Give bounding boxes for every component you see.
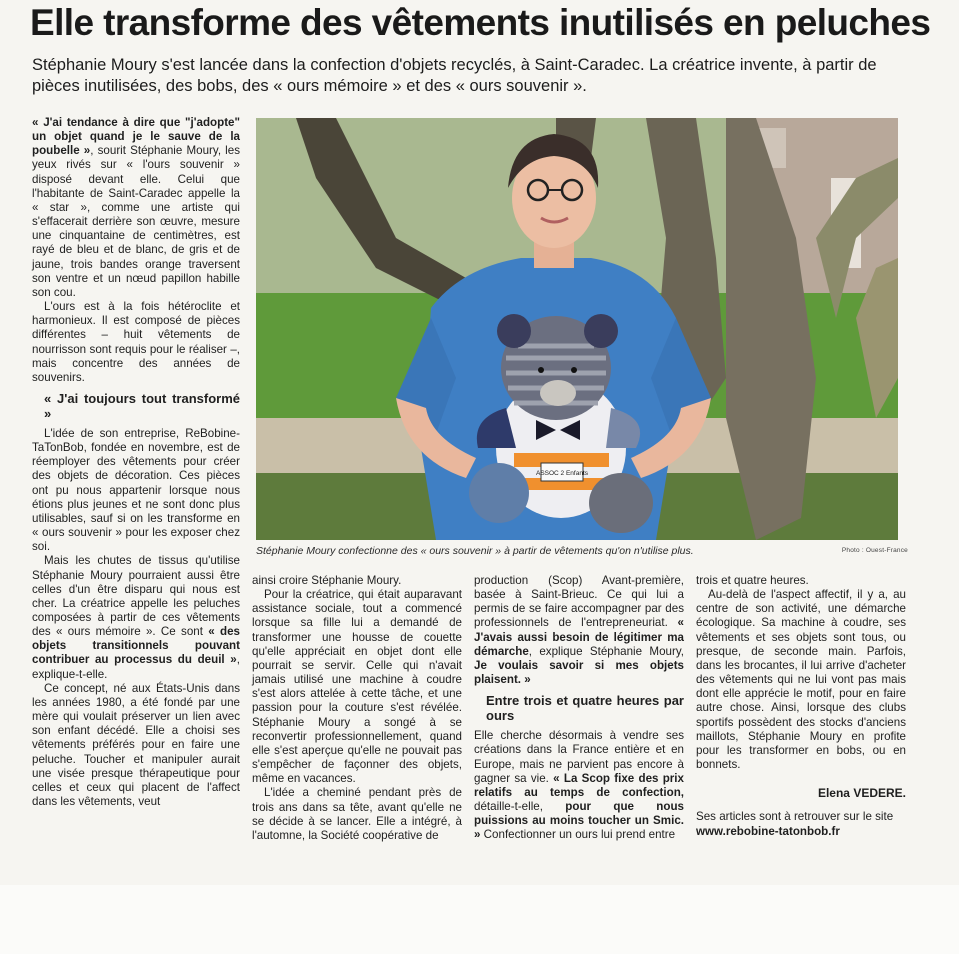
paragraph-text: , explique-t-elle. (32, 653, 240, 681)
quote-bold: « des objets transitionnels pouvant contribuer au processus du deuil » (32, 625, 240, 667)
photo-caption: Stéphanie Moury confectionne des « ours souvenir » à partir de vêtements qu'on n'utilise plus. (256, 545, 694, 557)
paragraph (32, 116, 240, 300)
article-column-2 (252, 574, 462, 843)
subheading: « J'ai toujours tout transformé » (44, 390, 240, 421)
page-margin (0, 885, 959, 954)
quote-bold: « La Scop fixe des prix relatifs au temps de confection, (474, 771, 684, 799)
paragraph-text: production (Scop) Avant-première, basée à Saint-Brieuc. Ce qui lui a permis de se faire accompagner par des professionnels de l'entrepreneuriat. (474, 574, 684, 630)
paragraph (474, 729, 684, 842)
article-column-3 (474, 574, 684, 843)
website-link[interactable]: www.rebobine-tatonbob.fr (696, 824, 840, 838)
article-column-1 (32, 116, 240, 809)
article-standfirst: Stéphanie Moury s'est lancée dans la confection d'objets recyclés, à Saint-Caradec. La créatrice invente, à partir de pièces inutilisées, des bobs, des « ours mémoire » et des « ours souvenir ». (32, 56, 877, 95)
paragraph (32, 554, 240, 681)
paragraph: L'ours est à la fois hétéroclite et harmonieux. Il est composé de pièces différentes – huit vêtements de nourrisson sont requis pour le réaliser –, mais concentre des années de souvenirs. (32, 300, 240, 384)
photo-credit: Photo : Ouest-France (841, 547, 908, 554)
paragraph: Pour la créatrice, qui était auparavant assistance sociale, tout a commencé lorsque sa fille lui a demandé de transformer une housse de couette qu'elle appréciait en objet dont elle pourrait se servir. Celle qui n'avait jamais utilisé une machine à coudre s'est alors attelée à cette tâche, et une passion pour la couture s'est révélée. Stéphanie Moury a songé à se reconvertir professionnellement, quand elle s'est aperçue qu'elle ne pouvait pas s'empêcher de façonner des objets, même en vacances. (252, 588, 462, 786)
author-signature: Elena VEDERE. (817, 786, 906, 801)
article-headline: Elle transforme des vêtements inutilisés en peluches (30, 2, 931, 43)
quote-bold: « J'avais aussi besoin de légitimer ma démarche (474, 616, 684, 658)
paragraph: trois et quatre heures. (696, 574, 809, 587)
paragraph: L'idée a cheminé pendant près de trois ans dans sa tête, avant qu'elle ne se décide à se lancer. Elle a intégré, à l'automne, la Société coopérative de (252, 786, 462, 842)
article-photo (256, 118, 898, 540)
photo-illustration (256, 118, 898, 540)
paragraph-text: Confectionner un ours lui prend entre (480, 828, 676, 842)
footer-note: Ses articles sont à retrouver sur le site (696, 810, 894, 824)
paragraph-text: détaille-t-elle, (474, 800, 566, 814)
paragraph-text: Elle cherche désormais à vendre ses créations dans la France entière et en Europe, mais ne parvient pas encore à gagner sa vie. (474, 729, 684, 785)
quote-bold: pour que nous puissions au moins toucher un Smic. » (474, 800, 684, 842)
paragraph: ainsi croire Stéphanie Moury. (252, 574, 402, 587)
paragraph-text: , sourit Stéphanie Moury, les yeux rivés sur « l'ours souvenir » disposé devant elle. Celui que l'habitante de Saint-Caradec appelle la « star », comme une artiste qui s'effacerait derrière son œuvre, mesure une cinquantaine de centimètres, est rayé de bleu et de blanc, de gris et de jaune, trois bandes orange traversent son ventre et un nœud papillon habille son cou. (32, 144, 240, 299)
quote-bold: Je voulais savoir si mes objets plaisent. » (474, 658, 684, 687)
paragraph: Au-delà de l'aspect affectif, il y a, au centre de son activité, une démarche écologique. Sa machine à coudre, ses vêtements et ses objets sont tous, ou presque, de seconde main. Parfois, dans les brocantes, il lui arrive d'acheter des vêtements qui ne lui vont pas mais dont elle apprécie le motif, pour en faire autre chose. Ainsi, lorsque des clubs sportifs possèdent des stocks d'anciens maillots, Stéphanie Moury en profite pour les transformer en bobs, ou en bonnets. (696, 588, 906, 772)
paragraph (474, 574, 684, 687)
paragraph-text: Mais les chutes de tissus qu'utilise Stéphanie Moury pourraient aussi être celles d'un être disparu qui nous est cher. La créatrice appelle les peluches composées à partir de ces vêtements des « ours mémoire ». Ce sont (32, 554, 240, 639)
quote-bold: « J'ai tendance à dire que "j'adopte" un objet quand je le sauve de la poubelle » (32, 116, 240, 158)
paragraph: Ce concept, né aux États-Unis dans les années 1980, a été fondé par une mère qui voulait préserver un lien avec son enfant décédé. Elle a choisi ses vêtements préférés pour en faire une peluche. Toucher et manipuler aurait une visée presque thérapeutique pour celles et ceux qui placent de l'affect dans les vêtements, veut (32, 681, 240, 809)
subheading: Entre trois et quatre heures par ours (486, 693, 684, 724)
article-column-4 (696, 574, 906, 839)
paragraph: L'idée de son entreprise, ReBobine-TaTonBob, fondée en novembre, est de réemployer des vêtements pour créer des objets de décoration. Ces pièces ont pu nous appartenir lorsque nous étions plus jeunes et ne sont donc plus utilisables, sauf si on les transforme en « ours souvenir » pour les exposer chez soi. (32, 426, 240, 554)
paragraph-text: , explique Stéphanie Moury, (528, 644, 684, 658)
bear-tag-text: ASSOC 2 Enfants (535, 470, 589, 477)
